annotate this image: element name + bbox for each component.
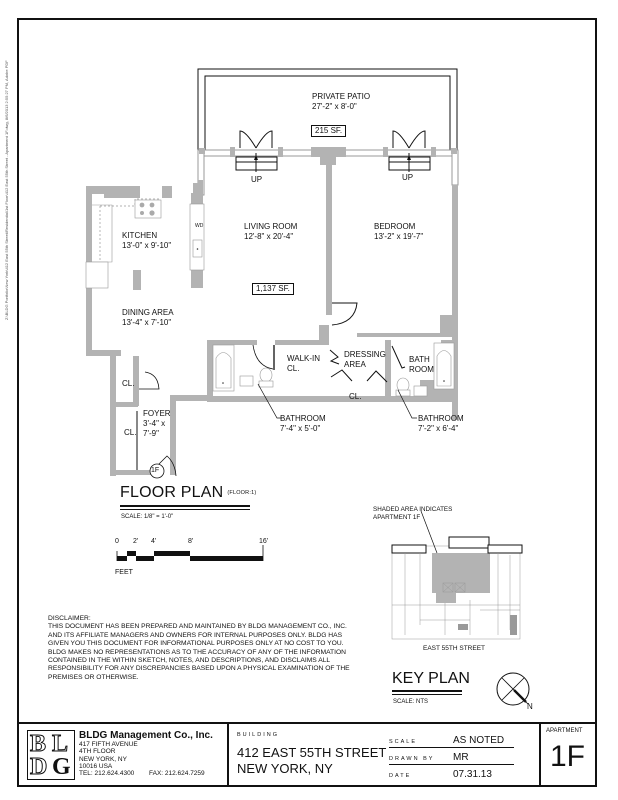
logo-letter-l: L: [52, 731, 69, 757]
scale-row: [389, 732, 514, 746]
date-value: 07.31.13: [453, 769, 492, 780]
company-logo: [27, 730, 75, 780]
walk-in-closet-name2: CL.: [287, 364, 300, 373]
key-plan-rule: [392, 690, 462, 692]
bedroom-name: BEDROOM: [374, 222, 416, 231]
logo-letter-g: G: [52, 754, 71, 780]
patio-area-badge: 215 SF.: [311, 125, 346, 137]
kitchen-name: KITCHEN: [122, 231, 158, 240]
key-plan-rule-thin: [392, 694, 462, 695]
washer-dryer-label: WD: [195, 223, 204, 229]
foyer-dims1: 3'-4" x: [143, 419, 166, 428]
company-cell: [17, 724, 229, 787]
apartment-cell: [541, 724, 595, 787]
building-cell: [229, 724, 541, 787]
kitchen-dims: 13'-0" x 9'-10": [122, 241, 172, 250]
scale-tick-8: 8': [188, 538, 194, 545]
drawn-by-value: MR: [453, 752, 469, 763]
bath-room-name2: ROOM: [409, 365, 434, 374]
floor-plan-subtitle: (FLOOR:1): [227, 489, 257, 496]
meta-divider: [389, 764, 514, 765]
key-plan-note-line2: APARTMENT 1F: [373, 514, 421, 521]
title-block: [17, 722, 597, 787]
disclaimer-heading: DISCLAIMER:: [48, 615, 91, 622]
dining-area-name: DINING AREA: [122, 308, 174, 317]
logo-letter-b: B: [30, 731, 47, 757]
bathroom1-dims: 7'-4" x 5'-0": [280, 424, 321, 433]
floor-plan-title-text: FLOOR PLAN: [120, 484, 224, 501]
address-line-3: NEW YORK, NY: [79, 755, 127, 763]
address-line-2: 4TH FLOOR: [79, 748, 116, 756]
floor-plan-title: [120, 484, 256, 502]
scale-label: SCALE: [389, 739, 418, 745]
bathroom2-name: BATHROOM: [418, 414, 464, 423]
key-plan-note: [373, 506, 452, 522]
building-label: BUILDING: [237, 732, 279, 738]
total-area-badge: 1,137 SF.: [252, 283, 294, 295]
scale-tick-0: 0: [115, 538, 119, 545]
walk-in-closet-name: WALK-IN: [287, 354, 321, 363]
key-plan-scale: SCALE: NTS: [393, 699, 429, 705]
disclaimer-body: THIS DOCUMENT HAS BEEN PREPARED AND MAINTAINED BY BLDG MANAGEMENT CO., INC. AND ITS AFFILIATE MANAGERS AND OWNERS FOR INTERNAL PURPOSES ONLY. BLDG HAS GIVEN YOU THIS DOCUMENT FOR INFORMATIONAL PURPOSES ONLY AT NO COST TO YOU. BLDG MAKES NO REPRESENTATIONS AS TO THE ACCURACY OF ANY OF THE INFORMATION CONTAINED IN THE WITHIN SKETCH, NOTES, AND DESCRIPTIONS, AND DISCLAIMS ALL RESPONSIBILITY FOR ANY DISCREPANCIES BASED UPON A PHYSICAL EXAMINATION OF THE PREMISES OR OTHERWISE.: [48, 623, 350, 681]
key-plan-title: KEY PLAN: [392, 670, 470, 687]
address-line-4: 10016 USA: [79, 762, 113, 770]
scale-tick-2: 2': [133, 538, 139, 545]
company-fax: FAX: 212.624.7259: [149, 770, 205, 777]
logo-letter-d: D: [30, 754, 48, 780]
company-name: BLDG Management Co., Inc.: [79, 730, 213, 741]
foyer-dims2: 7'-9": [143, 429, 159, 438]
living-room-dims: 12'-8" x 20'-4": [244, 232, 294, 241]
scale-value: AS NOTED: [453, 735, 505, 746]
dining-area-dims: 13'-4" x 7'-10": [122, 318, 172, 327]
living-room-name: LIVING ROOM: [244, 222, 298, 231]
file-path-note: Z:\BLDG Portfolio\New York\412 East 55th Street\Residential\1st Floor\412 East 55th Street - Apartment 1F.dwg, 8/6/2013 2:55:27 PM, Adobe PDF: [4, 60, 9, 320]
stair-label-left: UP: [251, 175, 263, 184]
building-address-line2: NEW YORK, NY: [237, 761, 333, 776]
patio-dims: 27'-2" x 8'-0": [312, 102, 357, 111]
apartment-number: 1F: [550, 740, 586, 773]
drawn-by-row: [389, 749, 514, 763]
scale-tick-4: 4': [151, 538, 157, 545]
company-tel: TEL: 212.624.4300: [79, 770, 135, 778]
building-address-line1: 412 EAST 55TH STREET: [237, 745, 387, 760]
scale-unit: FEET: [115, 569, 133, 576]
foyer-name: FOYER: [143, 409, 171, 418]
patio-name: PRIVATE PATIO: [312, 92, 371, 101]
lower-closet-label: CL.: [124, 428, 137, 437]
key-plan-street: EAST 55TH STREET: [423, 645, 486, 652]
key-plan-note-line1: SHADED AREA INDICATES: [373, 506, 453, 513]
company-address: [79, 741, 138, 777]
dressing-area-name: DRESSING: [344, 350, 386, 359]
upper-closet-label: CL.: [122, 379, 135, 388]
bath-room-name: BATH: [409, 355, 430, 364]
date-row: [389, 766, 514, 780]
disclaimer: [48, 615, 358, 682]
title-rule: [120, 505, 250, 507]
address-line-1: 417 FIFTH AVENUE: [79, 741, 138, 748]
meta-divider: [389, 747, 514, 748]
stair-label-right: UP: [402, 173, 414, 182]
drawn-by-label: DRAWN BY: [389, 756, 435, 762]
entry-tag: 1F: [151, 467, 160, 474]
date-label: DATE: [389, 773, 412, 779]
north-arrow-icon: N: [527, 702, 533, 711]
title-rule-thin: [120, 509, 250, 510]
dressing-area-name2: AREA: [344, 360, 366, 369]
bedroom-dims: 13'-2" x 19'-7": [374, 232, 424, 241]
dressing-closet-label: CL.: [349, 392, 362, 401]
floor-plan-scale: SCALE: 1/8" = 1'-0": [121, 514, 174, 520]
bathroom1-name: BATHROOM: [280, 414, 326, 423]
apartment-label: APARTMENT: [546, 728, 583, 734]
bathroom2-dims: 7'-2" x 6'-4": [418, 424, 459, 433]
scale-tick-16: 16': [259, 538, 269, 545]
